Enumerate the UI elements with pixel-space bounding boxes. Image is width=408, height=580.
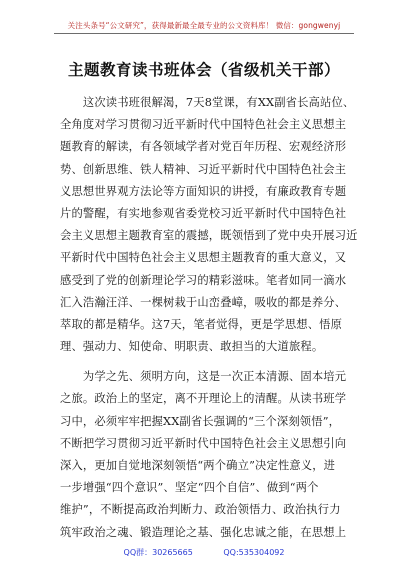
paragraph-line: 义思想世界观方法论等方面知识的讲授，有廉政教育专题: [60, 184, 347, 198]
paragraph-line: 感受到了党的创新理论学习的精彩滋味。笔者如同一滴水: [60, 273, 347, 287]
document-body: [60, 92, 356, 544]
paragraph-line: 这次读书班很解渴，7天8堂课，有XX副省长高站位、: [60, 96, 355, 109]
paragraph-line: 筑牢政治之魂、锻造理论之基、强化忠诚之能，在思想上: [60, 525, 347, 539]
footer: [0, 547, 408, 558]
footer-qq: QQ:535304092: [223, 548, 285, 557]
paragraph-line: 不断把学习贯彻习近平新时代中国特色社会主义思想引向: [60, 436, 347, 450]
paragraph-line: 势、创新思维、铁人精神、习近平新时代中国特色社会主: [60, 162, 347, 176]
paragraph-line: 理、强动力、知使命、明职责、敢担当的大道旅程。: [60, 340, 324, 354]
paragraph-line: 平新时代中国特色社会主义思想主题教育的重大意义，又: [60, 251, 347, 265]
paragraph-line: 一步增强“四个意识”、坚定“四个自信”、做到“两个: [60, 481, 319, 495]
paragraph-line: 全角度对学习贯彻习近平新时代中国特色社会主义思想主: [60, 118, 347, 132]
paragraph-line: 习中，必须牢牢把握XX副省长强调的“三个深刻领悟”，: [60, 414, 341, 428]
paragraph-line: 会主义思想主题教育室的震撼，既领悟到了党中央开展习近: [60, 229, 358, 243]
paragraph-line: 题教育的解读，有各领域学者对党百年历程、宏观经济形: [60, 140, 347, 154]
paragraph-spacer: [60, 358, 356, 366]
footer-qq-group: QQ群：30265665: [123, 548, 193, 557]
paragraph-line: 片的警醒，有实地参观省委党校习近平新时代中国特色社: [60, 206, 347, 220]
header-banner: [54, 12, 354, 34]
paragraph-line: 萃取的都是精华。这7天，笔者觉得，更是学思想、悟原: [60, 317, 343, 331]
paragraph-line: 为学之先、须明方向，这是一次正本清源、固本培元: [60, 370, 347, 384]
paragraph-line: 汇入浩瀚汪洋、一棵树栽于山峦叠嶂，吸收的都是养分、: [60, 295, 347, 309]
paragraph-line: 深入，更加自觉地深刻领悟“两个确立”决定性意义，进: [60, 459, 336, 472]
paragraph-line: 维护”，不断提高政治判断力、政治领悟力、政治执行力: [60, 503, 341, 517]
document-title: 主题教育读书班体会（省级机关干部）: [67, 61, 340, 79]
paragraph-line: 之旅。政治上的坚定，离不开理论上的清醒。从读书班学: [60, 392, 347, 406]
header-banner-text: 关注头条号“公文研究”，获得最新最全最专业的公文资料库！ 微信：gongwenyj: [67, 21, 341, 30]
